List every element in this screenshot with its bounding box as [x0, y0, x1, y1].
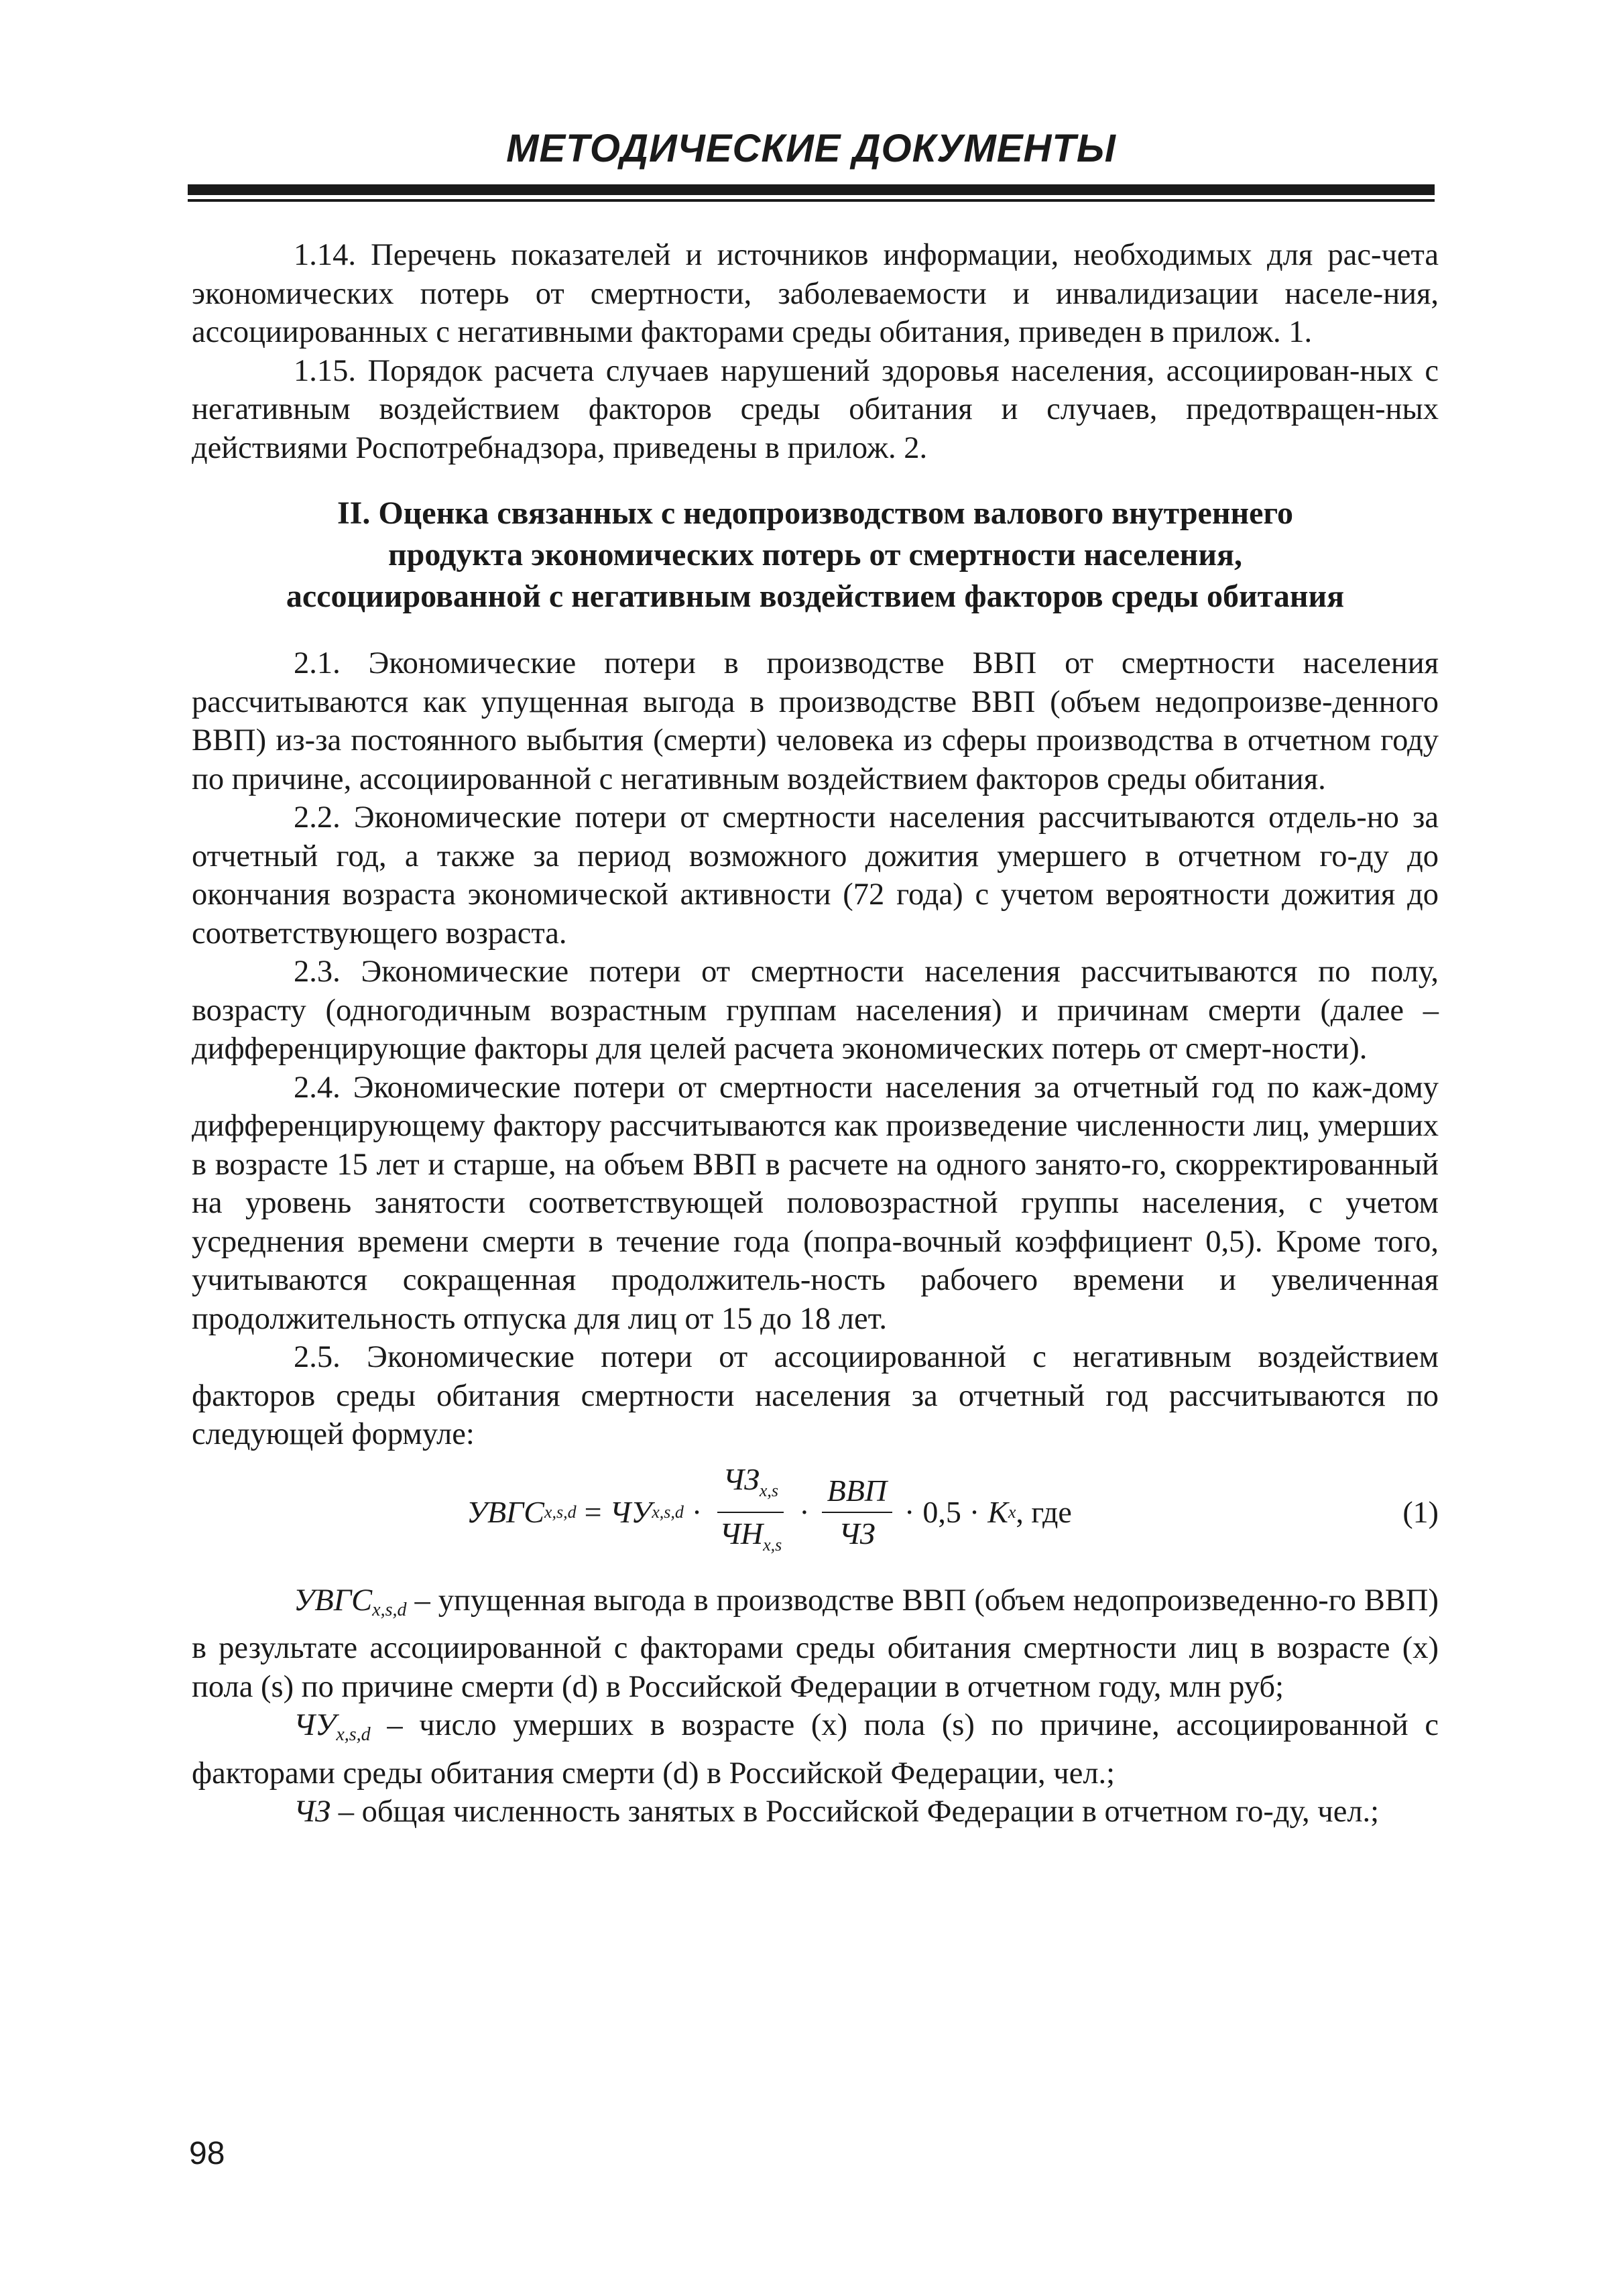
formula-dot: ·	[799, 1494, 810, 1529]
fraction-2-denominator: ЧЗ	[839, 1516, 876, 1551]
definition-text: – общая численность занятых в Российской Федерации в отчетном го-ду, чел.;	[330, 1795, 1380, 1829]
paragraph-2-2: 2.2. Экономические потери от смертности населения рассчитываются отдель-но за отчетный год, а также за период возможного дожития умершего в отчетном го-ду до окончания возраста экономической активности (72 года) с учетом вероятности дожития до соответствующего возраста.	[192, 800, 1439, 951]
formula-coefficient: 0,5	[922, 1494, 961, 1529]
definition-symbol: УВГС	[294, 1583, 373, 1618]
formula-tail: , где	[1016, 1494, 1072, 1529]
section-heading	[192, 493, 1439, 617]
definition-subscript: x,s,d	[336, 1724, 371, 1745]
header-rule-thick	[188, 184, 1435, 195]
section-heading-line: ассоциированной с негативным воздействием факторов среды обитания	[286, 579, 1345, 614]
fraction-1-denominator-subscript: x,s	[763, 1534, 782, 1555]
formula-fraction-1	[714, 1461, 787, 1563]
formula-row	[192, 1462, 1439, 1563]
definition-symbol: ЧУ	[294, 1708, 337, 1742]
definition-text: – упущенная выгода в производстве ВВП (объем недопроизведенно-го ВВП) в результате ассоциированной с факторами среды обитания смертности лиц в возрасте (x) пола (s) по причине смерти (d) в Российской Федерации в отчетном году, млн руб;	[192, 1583, 1439, 1704]
formula-lhs: УВГС	[467, 1494, 544, 1529]
definition-item	[192, 1706, 1439, 1793]
paragraph-1-15: 1.15. Порядок расчета случаев нарушений здоровья населения, ассоциирован-ных с негативным воздействием факторов среды обитания и случаев, предотвращен-ных действиями Роспотребнадзора, приведены в прилож. 2.	[192, 353, 1439, 465]
paragraph-2-4: 2.4. Экономические потери от смертности населения за отчетный год по каж-дому дифференцирующему фактору рассчитываются как произведение численности лиц, умерших в возрасте 15 лет и старше, на объем ВВП в расчете на одного занято-го, скорректированный на уровень занятости соответствующей половозрастной группы населения, с учетом усреднения времени смерти в течение года (попра-вочный коэффициент 0,5). Кроме того, учитываются сокращенная продолжитель-ность рабочего времени и увеличенная продолжительность отпуска для лиц от 15 до 18 лет.	[192, 1070, 1439, 1336]
fraction-1-numerator: ЧЗ	[723, 1461, 760, 1496]
paragraph-2-3: 2.3. Экономические потери от смертности населения рассчитываются по полу, возрасту (одногодичным возрастным группам населения) и причинам смерти (далее – дифференцирующие факторы для целей расчета экономических потерь от смерт-ности).	[192, 955, 1439, 1066]
formula-k-subscript: x	[1008, 1502, 1016, 1522]
definition-item	[192, 1581, 1439, 1707]
document-body	[192, 236, 1439, 1841]
paragraph-2-1: 2.1. Экономические потери в производстве ВВП от смертности населения рассчитываются как упущенная выгода в производстве ВВП (объем недопроизве-денного ВВП) из-за постоянного выбытия (смерти) человека из сферы производства в отчетном году по причине, ассоциированной с негативным воздействием факторов среды обитания.	[192, 646, 1439, 796]
fraction-1-denominator: ЧН	[719, 1516, 764, 1551]
definition-subscript: x,s,d	[372, 1599, 407, 1620]
formula-lhs-subscript: x,s,d	[544, 1502, 577, 1522]
page-number: 98	[189, 2136, 225, 2171]
formula-fraction-2	[822, 1473, 892, 1552]
fraction-1-numerator-subscript: x,s	[759, 1480, 779, 1500]
paragraph-1-14: 1.14. Перечень показателей и источников информации, необходимых для рас-чета экономических потерь от смертности, заболеваемости и инвалидизации населе-ния, ассоциированных с негативными факторами среды обитания, приведен в прилож. 1.	[192, 238, 1439, 349]
definition-item	[192, 1793, 1439, 1841]
section-heading-line: II. Оценка связанных с недопроизводством валового внутреннего	[337, 495, 1294, 531]
section-heading-line: продукта экономических потерь от смертности населения,	[388, 537, 1242, 572]
definition-symbol: ЧЗ	[294, 1795, 331, 1829]
formula-dot: ·	[904, 1494, 915, 1529]
formula-equals: =	[584, 1494, 602, 1529]
running-header-title: МЕТОДИЧЕСКИЕ ДОКУМЕНТЫ	[506, 127, 1116, 170]
formula-term1-subscript: x,s,d	[652, 1502, 684, 1522]
header-rule-thin	[188, 199, 1435, 202]
formula	[467, 1462, 1072, 1563]
formula-dot: ·	[691, 1494, 703, 1529]
formula-k: K	[987, 1494, 1008, 1529]
formula-term1: ЧУ	[609, 1494, 652, 1529]
definition-text: – число умерших в возрасте (x) пола (s) по причине, ассоциированной с факторами среды обитания смерти (d) в Российской Федерации, чел.;	[192, 1708, 1439, 1791]
formula-dot: ·	[969, 1494, 980, 1529]
equation-number: (1)	[1402, 1494, 1439, 1529]
paragraph-2-5: 2.5. Экономические потери от ассоциированной с негативным воздействием факторов среды обитания смертности населения за отчетный год рассчитываются по следующей формуле:	[192, 1340, 1439, 1451]
fraction-2-numerator: ВВП	[827, 1473, 888, 1508]
